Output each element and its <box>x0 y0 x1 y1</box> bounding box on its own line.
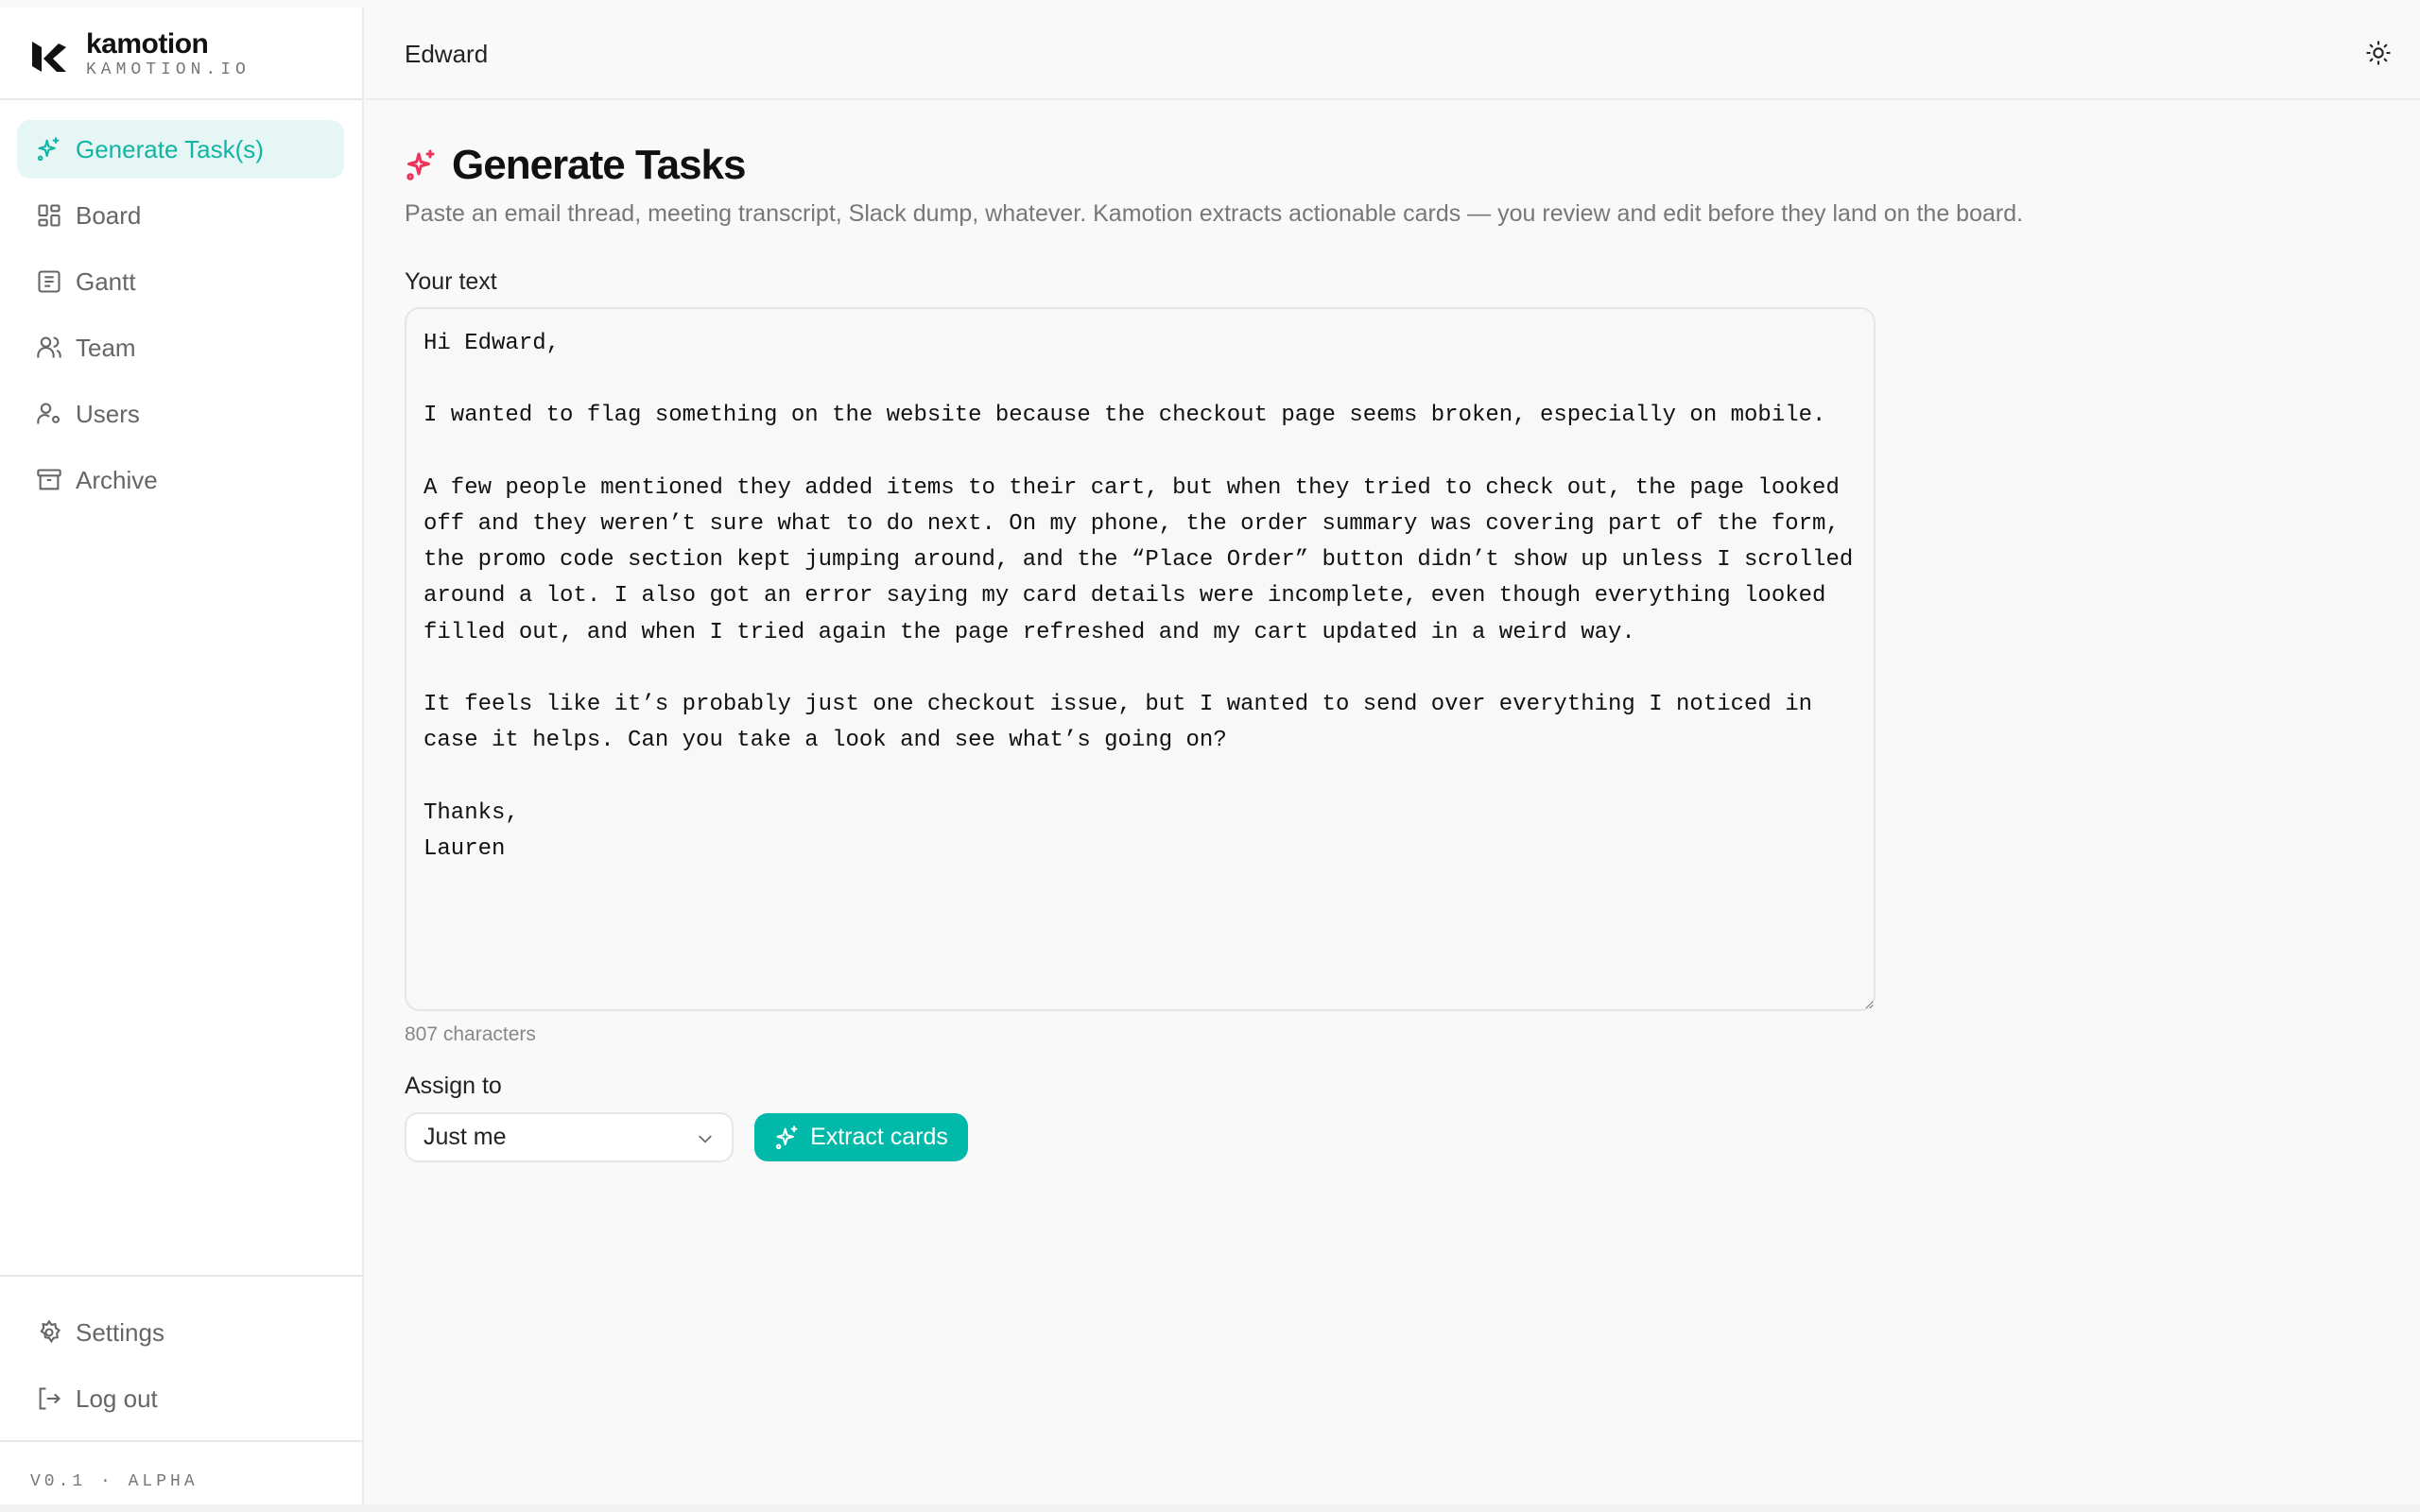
top-header <box>366 0 2420 100</box>
team-icon <box>36 335 62 361</box>
sparkles-icon <box>405 148 439 182</box>
text-input[interactable] <box>405 307 1876 1011</box>
sidebar-item-gantt[interactable] <box>17 252 344 311</box>
sidebar-item-label: Generate Task(s) <box>76 134 264 163</box>
sidebar-item-label: Log out <box>76 1383 158 1413</box>
assign-label: Assign to <box>405 1073 502 1099</box>
sidebar-item-label: Board <box>76 200 142 230</box>
assign-select-value: Just me <box>424 1124 507 1150</box>
chevron-down-icon <box>696 1129 715 1148</box>
sidebar-item-generate-tasks[interactable] <box>17 120 344 179</box>
users-settings-icon <box>36 401 62 427</box>
archive-icon <box>36 467 62 493</box>
sparkles-icon <box>774 1125 801 1151</box>
brand-domain: KAMOTION.IO <box>86 60 251 79</box>
assign-select[interactable] <box>405 1112 734 1162</box>
sidebar-bottom <box>0 1275 362 1435</box>
gantt-icon <box>36 268 62 295</box>
text-label: Your text <box>405 268 497 295</box>
board-icon <box>36 202 62 229</box>
brand-name: kamotion <box>86 28 209 60</box>
gear-icon <box>36 1319 62 1346</box>
brand <box>0 8 362 100</box>
version-label: V0.1 · ALPHA <box>0 1440 362 1491</box>
page-title: Generate Tasks <box>452 142 746 188</box>
sidebar-item-label: Users <box>76 399 140 428</box>
sidebar-item-label: Settings <box>76 1317 164 1347</box>
sun-icon[interactable] <box>2365 40 2392 66</box>
sidebar-nav <box>17 120 344 517</box>
sidebar-item-label: Team <box>76 333 136 362</box>
sidebar-item-label: Archive <box>76 465 158 494</box>
sidebar-item-board[interactable] <box>17 186 344 245</box>
extract-cards-label: Extract cards <box>810 1124 948 1150</box>
page-subtitle: Paste an email thread, meeting transcript, Slack dump, whatever. Kamotion extracts actionable cards — you review and edit before they land on the board. <box>405 200 2024 227</box>
logout-icon <box>36 1385 62 1412</box>
sidebar-item-logout[interactable] <box>17 1369 344 1428</box>
page-title-row <box>405 142 745 189</box>
extract-cards-button[interactable] <box>754 1113 968 1161</box>
sidebar <box>0 8 364 1504</box>
sidebar-item-archive[interactable] <box>17 451 344 509</box>
kamotion-logo <box>30 38 68 76</box>
sidebar-item-label: Gantt <box>76 266 136 296</box>
header-title: Edward <box>405 40 489 68</box>
bottom-strip <box>0 1504 2420 1512</box>
character-count: 807 characters <box>405 1023 536 1045</box>
sparkles-icon <box>36 136 62 163</box>
sidebar-item-settings[interactable] <box>17 1303 344 1362</box>
sidebar-item-users[interactable] <box>17 385 344 443</box>
sidebar-item-team[interactable] <box>17 318 344 377</box>
